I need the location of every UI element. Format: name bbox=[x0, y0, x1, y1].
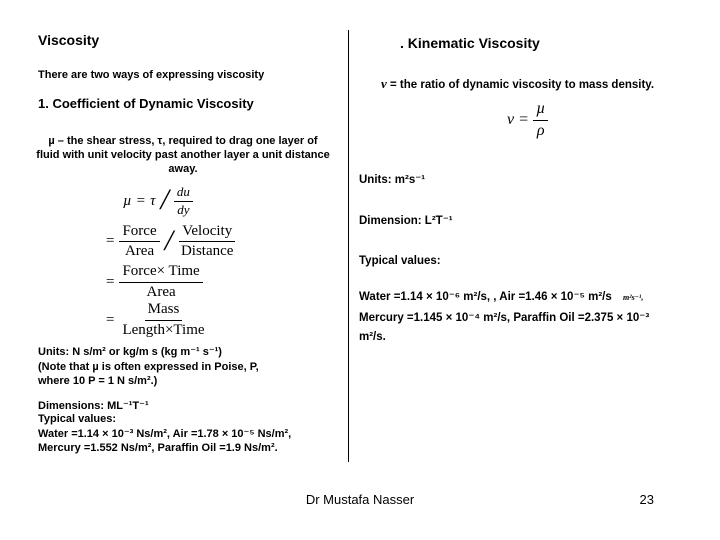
equals-sign: = bbox=[106, 273, 115, 290]
equals-sign: = bbox=[106, 233, 115, 249]
right-typical-values-line: Mercury =1.145 × 10⁻⁴ m²/s, Paraffin Oil =2.375 × 10⁻³ bbox=[359, 312, 650, 324]
fraction-denominator: Length×Time bbox=[122, 321, 205, 338]
left-note-line: where 10 P = 1 N s/m².) bbox=[38, 375, 158, 387]
fraction-force-area bbox=[119, 223, 159, 261]
nu-symbol: ν bbox=[507, 111, 515, 128]
right-units-line: Units: m²s⁻¹ bbox=[359, 174, 426, 186]
column-divider bbox=[348, 30, 349, 462]
fraction-numerator: Mass bbox=[145, 301, 183, 320]
mu-definition-line: fluid with unit velocity past another layer a unit distance bbox=[36, 149, 330, 161]
fraction-numerator: du bbox=[174, 185, 193, 202]
right-typical-values-line: m²/s. bbox=[359, 331, 386, 343]
fraction-numerator: µ bbox=[533, 100, 548, 120]
fraction-du-dy bbox=[174, 185, 193, 218]
left-note-line: (Note that µ is often expressed in Poise, P, bbox=[38, 361, 259, 373]
fraction-denominator: Area bbox=[124, 243, 155, 259]
fraction-denominator: dy bbox=[177, 201, 190, 217]
equation-nu-mu-rho bbox=[507, 99, 548, 141]
left-section-title: 1. Coefficient of Dynamic Viscosity bbox=[38, 96, 254, 111]
fraction-velocity-distance bbox=[178, 223, 236, 261]
mu-symbol: µ bbox=[123, 192, 132, 209]
typical-values-small-unit: m²s⁻¹, bbox=[622, 293, 644, 302]
equals-sign: = bbox=[519, 111, 529, 128]
fraction-denominator: Distance bbox=[180, 243, 234, 259]
mu-definition-line: µ – the shear stress, τ, required to drag one layer of bbox=[48, 135, 318, 147]
fraction-denominator: ρ bbox=[536, 121, 545, 139]
left-dimensions-line: Dimensions: ML⁻¹T⁻¹ bbox=[38, 400, 149, 412]
equation-mass-lengthtime bbox=[106, 302, 208, 338]
footer-author: Dr Mustafa Nasser bbox=[305, 492, 415, 507]
nu-definition bbox=[381, 76, 654, 92]
nu-definition-text: = the ratio of dynamic viscosity to mass density. bbox=[389, 79, 655, 91]
equation-mu-tau-dudy bbox=[123, 181, 193, 221]
fraction-denominator: Area bbox=[146, 283, 176, 300]
right-dimension-line: Dimension: L²T⁻¹ bbox=[359, 215, 453, 227]
left-typical-values-line: Mercury =1.552 Ns/m², Paraffin Oil =1.9 Ns/m². bbox=[38, 442, 278, 454]
fraction-numerator: Force× Time bbox=[119, 263, 202, 282]
nu-symbol: ν bbox=[381, 76, 387, 91]
fraction-numerator: Force bbox=[119, 223, 159, 242]
equals-sign: = bbox=[106, 311, 115, 328]
fraction-numerator: Velocity bbox=[179, 223, 235, 242]
left-typical-values-line: Water =1.14 × 10⁻³ Ns/m², Air =1.78 × 10⁻⁵ Ns/m², bbox=[38, 428, 292, 440]
mu-definition-line: away. bbox=[168, 163, 198, 175]
typical-values-text: Water =1.14 × 10⁻⁶ m²/s, , Air =1.46 × 10⁻⁵ m²/s bbox=[359, 291, 612, 303]
right-typical-values-label: Typical values: bbox=[359, 255, 441, 267]
division-slash: / bbox=[160, 183, 169, 217]
left-typical-values-label: Typical values: bbox=[38, 413, 117, 425]
fraction-mu-rho bbox=[533, 100, 548, 140]
right-column-title: . Kinematic Viscosity bbox=[400, 35, 540, 51]
fraction-forcetime-area bbox=[119, 263, 202, 301]
left-intro-text: There are two ways of expressing viscosity bbox=[38, 69, 265, 81]
left-column-title: Viscosity bbox=[38, 32, 100, 48]
division-slash: / bbox=[164, 223, 173, 257]
equation-force-area-velocity-distance bbox=[106, 223, 236, 260]
left-units-line: Units: N s/m² or kg/m s (kg m⁻¹ s⁻¹) bbox=[38, 346, 222, 358]
fraction-mass-lengthtime bbox=[119, 301, 207, 339]
footer-page-number: 23 bbox=[639, 492, 654, 507]
mu-definition bbox=[20, 134, 346, 176]
equation-forcetime-area bbox=[106, 264, 203, 300]
right-typical-values-line bbox=[359, 289, 643, 303]
tau-symbol: τ bbox=[150, 192, 156, 209]
equals-sign: = bbox=[136, 192, 146, 209]
